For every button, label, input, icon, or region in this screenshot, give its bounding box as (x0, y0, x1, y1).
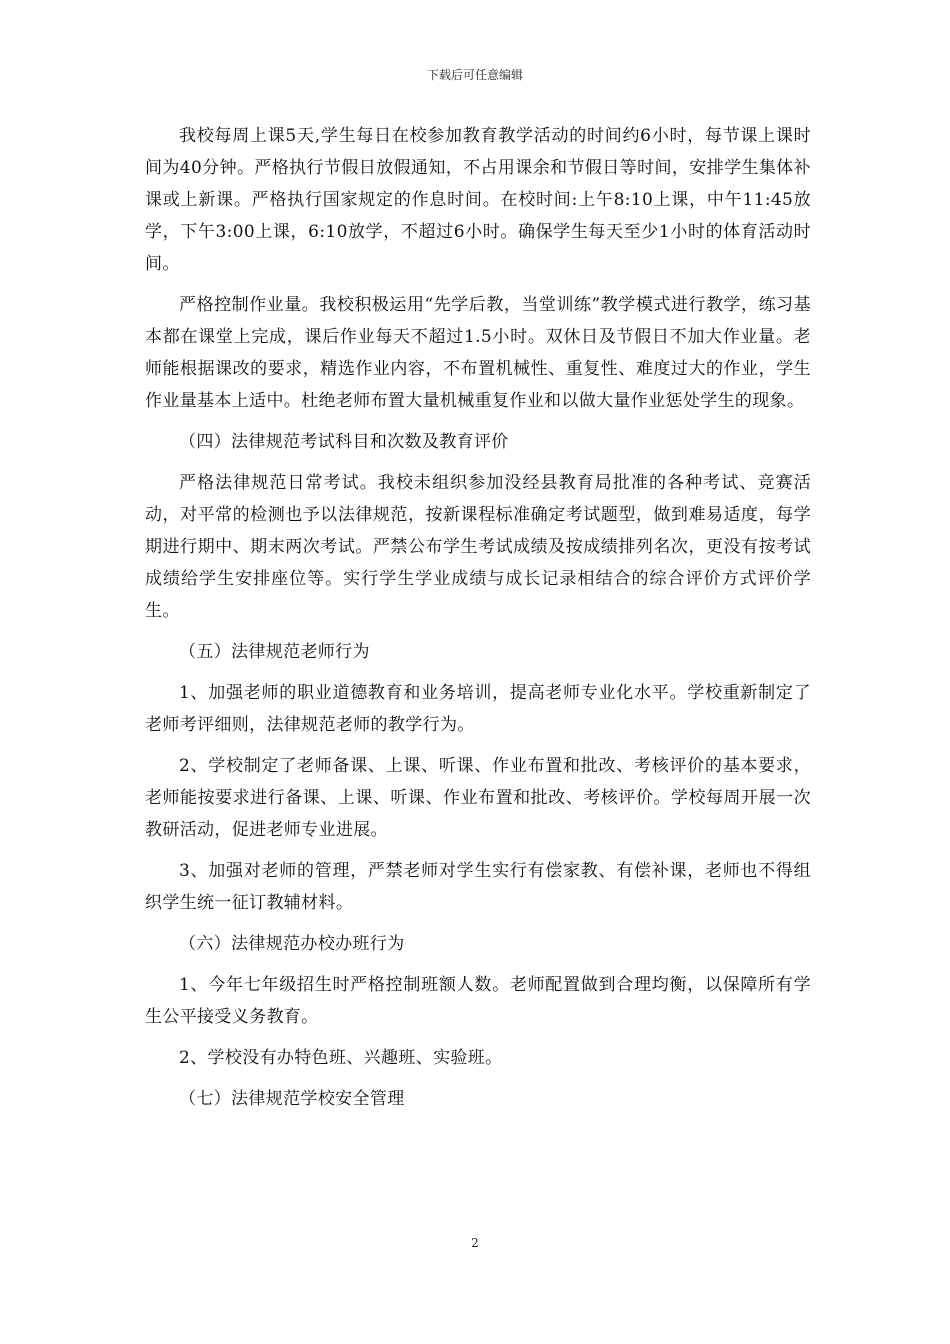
paragraph-teachers-1: 1、加强老师的职业道德教育和业务培训，提高老师专业化水平。学校重新制定了老师考评细则，法律规范老师的教学行为。 (145, 683, 811, 735)
section-heading-school-operation: （六）法律规范办校办班行为 (179, 934, 405, 954)
paragraph-teachers-3: 3、加强对老师的管理，严禁老师对学生实行有偿家教、有偿补课，老师也不得组织学生统一征订教辅材料。 (145, 861, 811, 913)
paragraph-exams: 严格法律规范日常考试。我校未组织参加没经县教育局批准的各种考试、竞赛活动，对平常的检测也予以法律规范，按新课程标准确定考试题型，做到难易适度，每学期进行期中、期末两次考试。严禁公布学生考试成绩及按成绩排列名次，更没有按考试成绩给学生安排座位等。实行学生学业成绩与成长记录相结合的综合评价方式评价学生。 (145, 473, 811, 621)
section-heading-teachers: （五）法律规范老师行为 (179, 642, 370, 662)
section-heading-exams: （四）法律规范考试科目和次数及教育评价 (179, 432, 509, 452)
paragraph-homework: 严格控制作业量。我校积极运用“先学后教，当堂训练”教学模式进行教学，练习基本都在课堂上完成，课后作业每天不超过1.5小时。双休日及节假日不加大作业量。老师能根据课改的要求，精选作业内容，不布置机械性、重复性、难度过大的作业，学生作业量基本上适中。杜绝老师布置大量机械重复作业和以做大量作业惩处学生的现象。 (145, 295, 811, 411)
page-number: 2 (471, 1236, 479, 1250)
paragraph-operation-1: 1、今年七年级招生时严格控制班额人数。老师配置做到合理均衡，以保障所有学生公平接受义务教育。 (145, 975, 811, 1027)
paragraph-teachers-2: 2、学校制定了老师备课、上课、听课、作业布置和批改、考核评价的基本要求，老师能按要求进行备课、上课、听课、作业布置和批改、考核评价。学校每周开展一次教研活动，促进老师专业进展。 (145, 756, 811, 840)
document-body (145, 120, 811, 1124)
page-header: 下载后可任意编辑 (426, 68, 523, 82)
section-heading-safety: （七）法律规范学校安全管理 (179, 1089, 405, 1109)
paragraph-schedule: 我校每周上课5天,学生每日在校参加教育教学活动的时间约6小时，每节课上课时间为40分钟。严格执行节假日放假通知，不占用课余和节假日等时间，安排学生集体补课或上新课。严格执行国家规定的作息时间。在校时间:上午8:10上课，中午11:45放学，下午3:00上课，6:10放学，不超过6小时。确保学生每天至少1小时的体育活动时间。 (145, 126, 811, 274)
paragraph-operation-2: 2、学校没有办特色班、兴趣班、实验班。 (179, 1048, 503, 1068)
